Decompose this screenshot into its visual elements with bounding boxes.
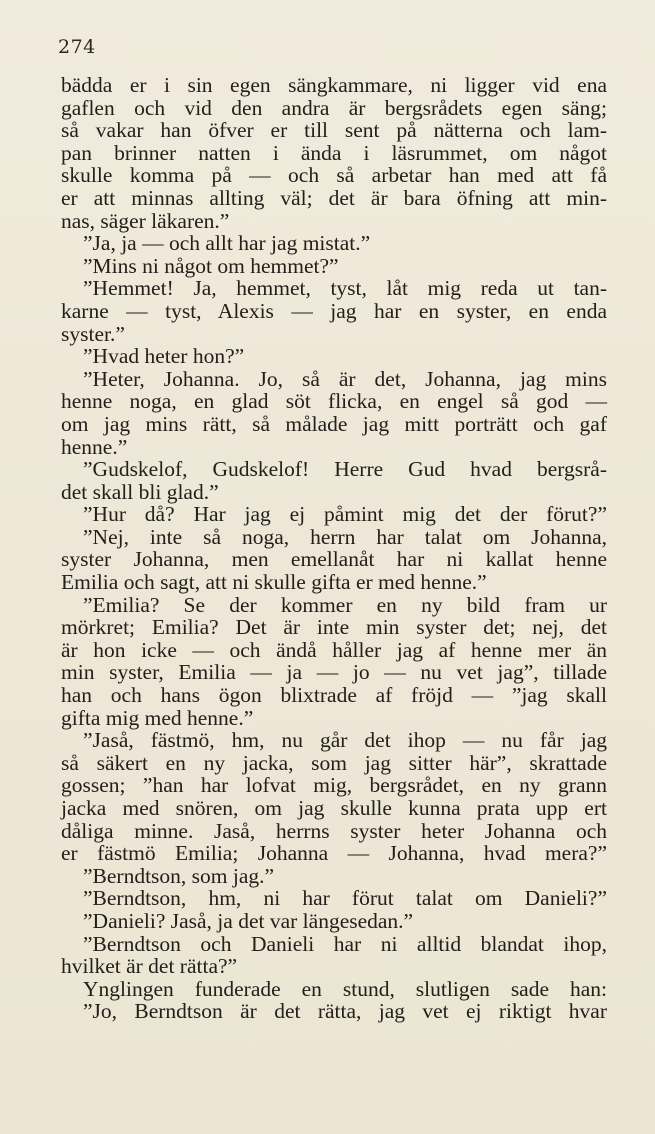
text-line: henne.”: [61, 434, 128, 459]
text-line: bädda er i sin egen sängkammare, ni ligger vid ena: [61, 73, 607, 97]
text-line: Ynglingen funderade en stund, slutligen sade han:: [83, 976, 607, 1001]
text-line: gifta mig med henne.”: [61, 705, 254, 730]
text-line: mörkret; Emilia? Det är inte min syster det; nej, det: [61, 615, 607, 640]
text-line: så säkert en ny jacka, som jag sitter här”, skrattade: [61, 750, 607, 775]
text-line: ”Hvad heter hon?”: [83, 344, 245, 369]
text-line: ”Mins ni något om hemmet?”: [83, 253, 339, 278]
text-line: gaflen och vid den andra är bergsrådets egen säng;: [61, 95, 607, 120]
text-line: ”Jo, Berndtson är det rätta, jag vet ej riktigt hvar: [83, 999, 607, 1024]
text-line: Emilia och sagt, att ni skulle gifta er med henne.”: [61, 570, 487, 595]
text-line: syster.”: [61, 321, 125, 346]
text-line: er att minnas allting väl; det är bara öfning att min-: [61, 185, 607, 210]
text-line: ”Ja, ja — och allt har jag mistat.”: [83, 231, 371, 256]
text-line: ”Nej, inte så noga, herrn har talat om Johanna,: [83, 524, 607, 549]
text-line: dåliga minne. Jaså, herrns syster heter Johanna och: [61, 818, 607, 843]
body-text: [61, 74, 607, 1023]
text-line: ”Danieli? Jaså, ja det var längesedan.”: [83, 908, 414, 933]
text-line: ”Gudskelof, Gudskelof! Herre Gud hvad bergsrå-: [83, 457, 607, 482]
text-line: skulle komma på — och så arbetar han med att få: [61, 163, 607, 188]
text-line: henne noga, en glad söt flicka, en engel så god —: [61, 389, 607, 414]
page-number: 274: [58, 36, 96, 58]
text-line: min syster, Emilia — ja — jo — nu vet jag”, tillade: [61, 660, 607, 685]
text-line: nas, säger läkaren.”: [61, 208, 230, 233]
text-line: det skall bli glad.”: [61, 479, 219, 504]
text-line: syster Johanna, men emellanåt har ni kallat henne: [61, 547, 607, 572]
text-line: är hon icke — och ändå håller jag af henne mer än: [61, 637, 607, 662]
text-line: ”Heter, Johanna. Jo, så är det, Johanna, jag mins: [83, 366, 607, 391]
text-line: pan brinner natten i ända i läsrummet, om något: [61, 140, 607, 165]
text-line: jacka med snören, om jag skulle kunna prata upp ert: [61, 796, 607, 820]
text-line: hvilket är det rätta?”: [61, 954, 238, 979]
text-line: gossen; ”han har lofvat mig, bergsrådet, en ny grann: [61, 773, 607, 798]
text-line: så vakar han öfver er till sent på nätterna och lam-: [61, 118, 607, 143]
text-line: er fästmö Emilia; Johanna — Johanna, hvad mera?”: [61, 841, 607, 866]
text-line: ”Berndtson, hm, ni har förut talat om Danieli?”: [83, 886, 607, 911]
text-line: om jag mins rätt, så målade jag mitt porträtt och gaf: [61, 411, 607, 436]
text-line: karne — tyst, Alexis — jag har en syster, en enda: [61, 298, 607, 323]
text-line: ”Berndtson och Danieli har ni alltid blandat ihop,: [83, 931, 607, 956]
text-line: ”Jaså, fästmö, hm, nu går det ihop — nu får jag: [83, 728, 607, 753]
text-line: ”Hemmet! Ja, hemmet, tyst, låt mig reda ut tan-: [83, 276, 607, 301]
text-line: ”Hur då? Har jag ej påmint mig det der förut?”: [83, 502, 607, 527]
text-line: ”Berndtson, som jag.”: [83, 863, 275, 888]
text-line: han och hans ögon blixtrade af fröjd — ”jag skall: [61, 683, 607, 708]
text-line: ”Emilia? Se der kommer en ny bild fram ur: [83, 592, 607, 617]
